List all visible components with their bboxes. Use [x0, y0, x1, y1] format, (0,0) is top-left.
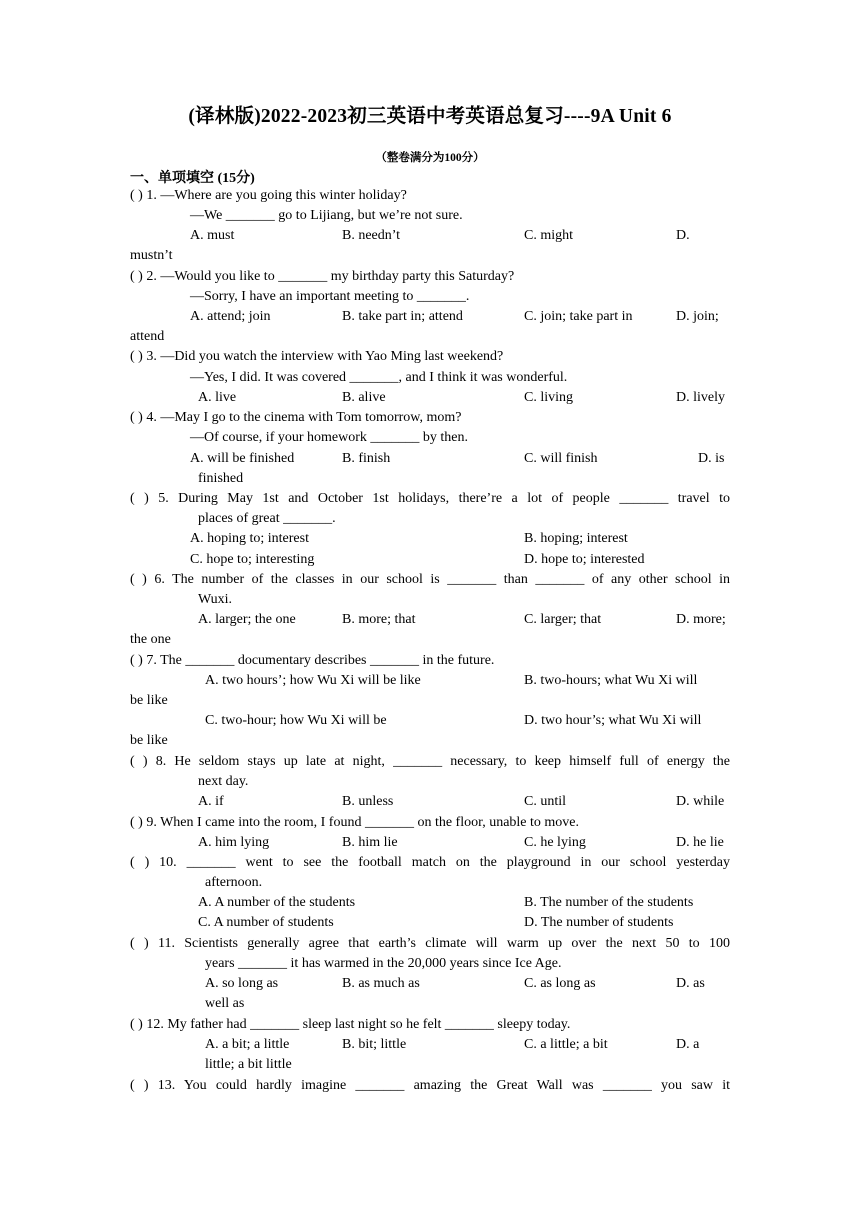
question-stem: ( ) 4. —May I go to the cinema with Tom tomorrow, mom? — [130, 410, 462, 425]
question-line: —We _______ go to Lijiang, but we’re not sure. — [190, 208, 463, 223]
section-heading: 一、单项填空 (15分) — [130, 171, 255, 186]
option-d: D. more; — [676, 612, 726, 627]
question-stem: ( ) 11. Scientists generally agree that earth’s climate will warm up over the next 50 to 100 — [130, 936, 730, 951]
question-stem: ( ) 9. When I came into the room, I found _______ on the floor, unable to move. — [130, 815, 580, 830]
question-stem: ( ) 5. During May 1st and October 1st holidays, there’re a lot of people _______ travel to — [130, 491, 730, 506]
option-d: D. he lie — [676, 835, 724, 850]
option-a: A. so long as — [205, 976, 279, 991]
question-line: —Yes, I did. It was covered _______, and I think it was wonderful. — [190, 370, 568, 385]
question-stem: ( ) 7. The _______ documentary describes _______ in the future. — [130, 653, 495, 668]
option-c: C. until — [524, 794, 567, 809]
option-c: C. two-hour; how Wu Xi will be — [205, 713, 387, 728]
page-title: (译林版)2022-2023初三英语中考英语总复习----9A Unit 6 — [188, 106, 672, 127]
option-a: A. attend; join — [190, 309, 271, 324]
question-stem: ( ) 3. —Did you watch the interview with Yao Ming last weekend? — [130, 349, 504, 364]
question-line: —Of course, if your homework _______ by then. — [190, 430, 469, 445]
option-c: C. join; take part in — [524, 309, 633, 324]
option-b: B. him lie — [342, 835, 398, 850]
question-stem: ( ) 6. The number of the classes in our school is _______ than _______ of any other school in — [130, 572, 730, 587]
option-d: D. — [676, 228, 690, 243]
option-c: C. a little; a bit — [524, 1037, 608, 1052]
option-b: B. bit; little — [342, 1037, 407, 1052]
option-b: B. more; that — [342, 612, 416, 627]
option-b: B. The number of the students — [524, 895, 694, 910]
option-d: D. hope to; interested — [524, 552, 645, 567]
question-line: places of great _______. — [198, 511, 336, 526]
option-d-cont: the one — [130, 632, 171, 647]
option-a: A. if — [198, 794, 224, 809]
option-a: A. larger; the one — [198, 612, 296, 627]
question-stem: ( ) 1. —Where are you going this winter holiday? — [130, 188, 407, 203]
option-d: D. while — [676, 794, 725, 809]
option-b: B. two-hours; what Wu Xi will — [524, 673, 698, 688]
option-d: D. a — [676, 1037, 700, 1052]
option-a: A. him lying — [198, 835, 270, 850]
option-c: C. as long as — [524, 976, 596, 991]
option-b: B. finish — [342, 451, 391, 466]
question-stem: ( ) 10. _______ went to see the football match on the playground in our school yesterday — [130, 855, 730, 870]
option-b: B. needn’t — [342, 228, 401, 243]
question-stem: ( ) 2. —Would you like to _______ my birthday party this Saturday? — [130, 269, 515, 284]
option-a: A. must — [190, 228, 235, 243]
question-stem: ( ) 13. You could hardly imagine _______ amazing the Great Wall was _______ you saw it — [130, 1078, 730, 1093]
option-d: D. is — [698, 451, 725, 466]
option-a: A. a bit; a little — [205, 1037, 290, 1052]
option-a: A. live — [198, 390, 237, 405]
option-c: C. living — [524, 390, 574, 405]
option-d: D. lively — [676, 390, 725, 405]
question-stem: ( ) 12. My father had _______ sleep last night so he felt _______ sleepy today. — [130, 1017, 571, 1032]
option-c: C. larger; that — [524, 612, 602, 627]
option-c: C. might — [524, 228, 574, 243]
option-d-cont: attend — [130, 329, 165, 344]
option-d-cont: little; a bit little — [205, 1057, 292, 1072]
question-line: afternoon. — [205, 875, 263, 890]
option-d: D. as — [676, 976, 705, 991]
option-c: C. hope to; interesting — [190, 552, 315, 567]
page-subtitle: （整卷满分为100分） — [375, 152, 485, 164]
option-b: B. take part in; attend — [342, 309, 463, 324]
question-line: —Sorry, I have an important meeting to _______. — [190, 289, 470, 304]
option-c: C. will finish — [524, 451, 598, 466]
option-d: D. The number of students — [524, 915, 674, 930]
option-d: D. join; — [676, 309, 719, 324]
question-line: Wuxi. — [198, 592, 233, 607]
question-line: next day. — [198, 774, 249, 789]
option-b-cont: be like — [130, 693, 168, 708]
question-stem: ( ) 8. He seldom stays up late at night, _______ necessary, to keep himself full of energy the — [130, 754, 730, 769]
option-d-cont: be like — [130, 733, 168, 748]
option-d: D. two hour’s; what Wu Xi will — [524, 713, 702, 728]
option-c: C. he lying — [524, 835, 586, 850]
option-b: B. unless — [342, 794, 394, 809]
option-d-cont: mustn’t — [130, 248, 173, 263]
option-a: A. will be finished — [190, 451, 295, 466]
option-c: C. A number of students — [198, 915, 334, 930]
option-d-cont: finished — [198, 471, 244, 486]
option-a: A. two hours’; how Wu Xi will be like — [205, 673, 421, 688]
option-b: B. as much as — [342, 976, 420, 991]
question-line: years _______ it has warmed in the 20,000 years since Ice Age. — [205, 956, 562, 971]
option-d-cont: well as — [205, 996, 245, 1011]
option-b: B. alive — [342, 390, 386, 405]
option-a: A. A number of the students — [198, 895, 356, 910]
option-b: B. hoping; interest — [524, 531, 628, 546]
option-a: A. hoping to; interest — [190, 531, 309, 546]
